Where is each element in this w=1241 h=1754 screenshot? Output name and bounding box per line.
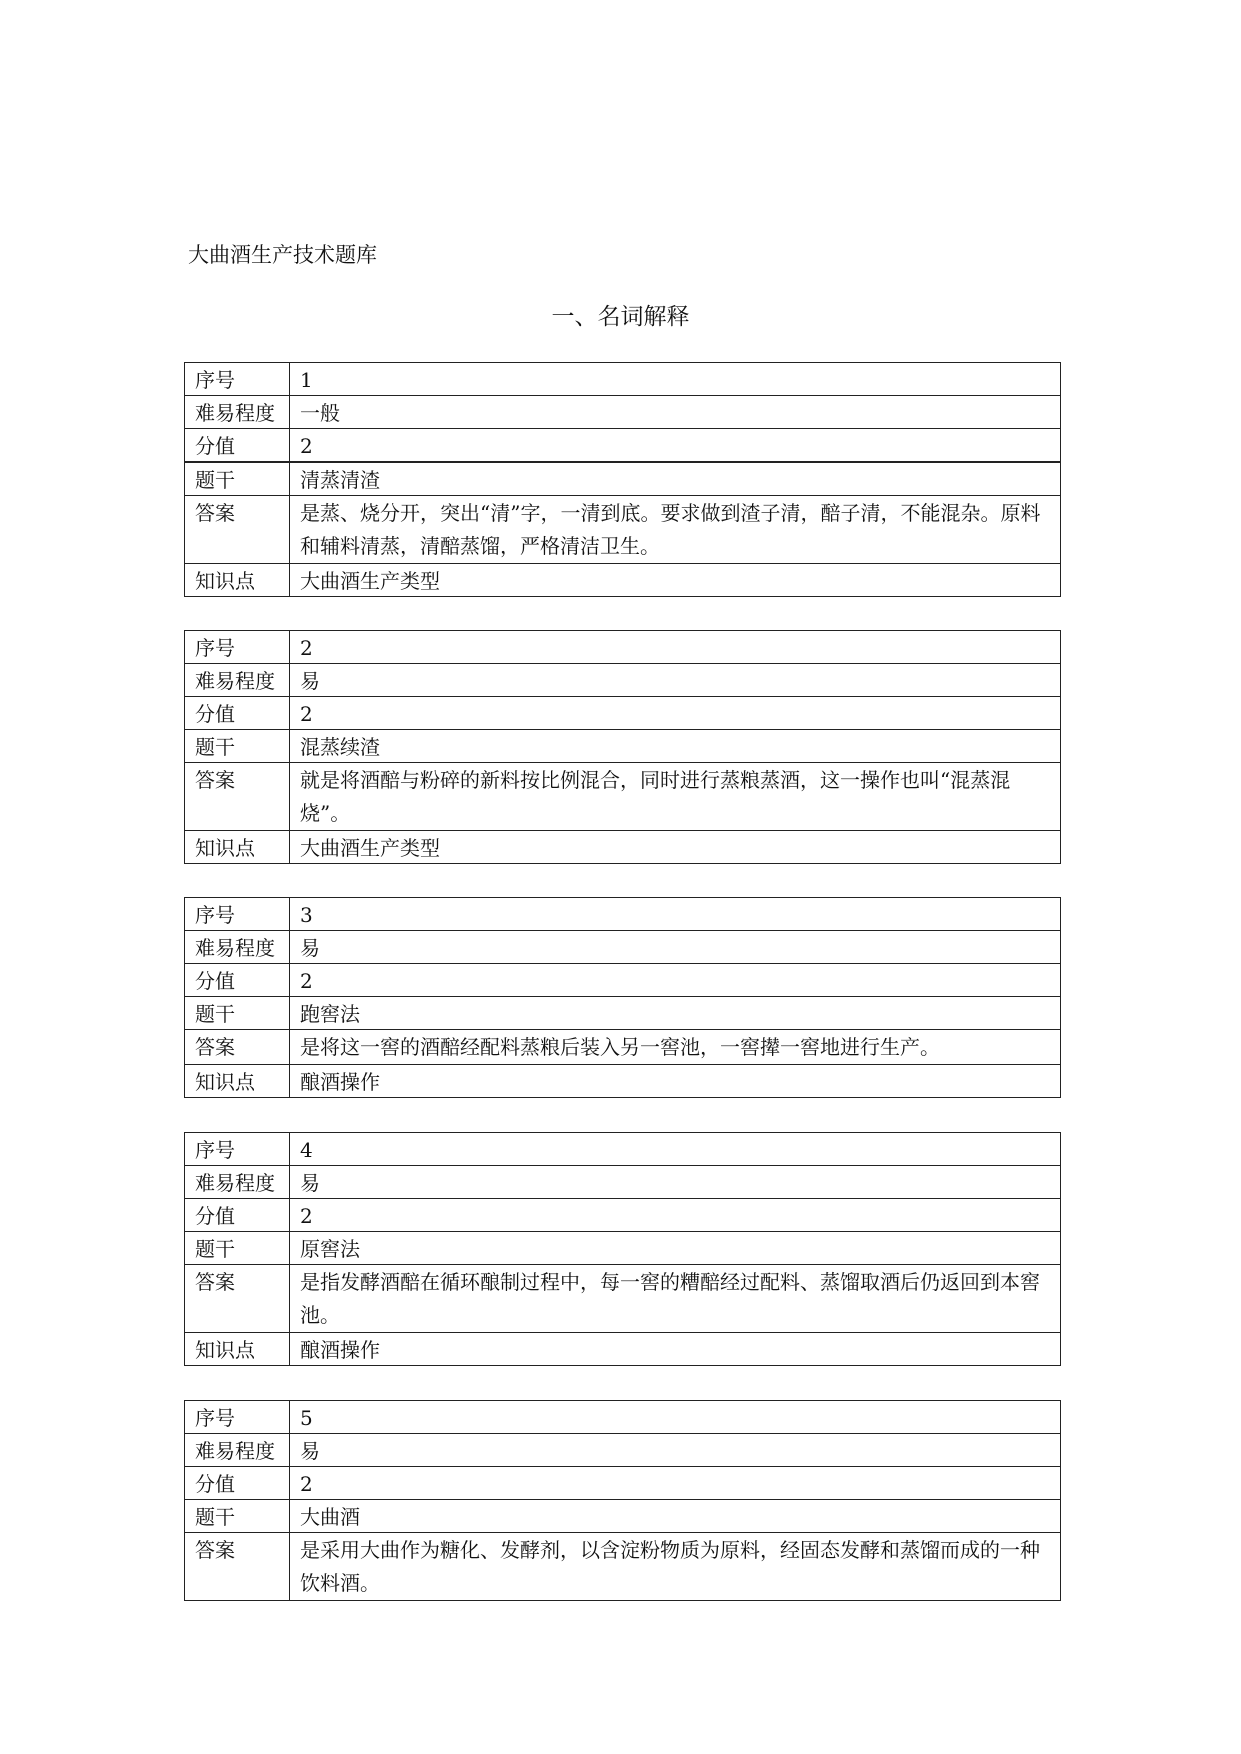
score-value: 2 [290,964,1061,997]
difficulty-value: 一般 [290,396,1061,429]
table-row [185,697,1061,730]
knowledge-value: 大曲酒生产类型 [290,564,1061,597]
knowledge-label: 知识点 [185,564,290,597]
table-row [185,1401,1061,1434]
table-row [185,363,1061,396]
table-row [185,1333,1061,1366]
knowledge-value: 大曲酒生产类型 [290,831,1061,864]
difficulty-label: 难易程度 [185,1166,290,1199]
number-label: 序号 [185,1133,290,1166]
stem-label: 题干 [185,1500,290,1533]
knowledge-label: 知识点 [185,1333,290,1366]
number-value: 4 [290,1133,1061,1166]
score-value: 2 [290,697,1061,730]
number-value: 1 [290,363,1061,396]
table-row [185,997,1061,1030]
answer-value: 是采用大曲作为糖化、发酵剂，以含淀粉物质为原料，经固态发酵和蒸馏而成的一种饮料酒。 [290,1533,1061,1601]
table-row [185,1232,1061,1265]
knowledge-value: 酿酒操作 [290,1333,1061,1366]
score-label: 分值 [185,429,290,463]
table-row [185,396,1061,429]
score-value: 2 [290,1199,1061,1232]
table-row [185,564,1061,597]
table-row [185,763,1061,831]
number-label: 序号 [185,631,290,664]
difficulty-label: 难易程度 [185,931,290,964]
table-row [185,730,1061,763]
table-row [185,1166,1061,1199]
score-value: 2 [290,429,1061,463]
difficulty-value: 易 [290,1166,1061,1199]
answer-label: 答案 [185,763,290,831]
answer-value: 是蒸、烧分开，突出“清”字，一清到底。要求做到渣子清，醅子清，不能混杂。原料和辅料清蒸，清醅蒸馏，严格清洁卫生。 [290,496,1061,564]
table-row [185,664,1061,697]
question-table [184,1400,1061,1601]
number-label: 序号 [185,898,290,931]
table-row [185,831,1061,864]
answer-value: 是将这一窖的酒醅经配料蒸粮后装入另一窖池，一窖撵一窖地进行生产。 [290,1030,1061,1065]
table-row [185,931,1061,964]
stem-label: 题干 [185,730,290,763]
table-row [185,1133,1061,1166]
table-row [185,1265,1061,1333]
number-label: 序号 [185,1401,290,1434]
table-row [185,898,1061,931]
difficulty-value: 易 [290,1434,1061,1467]
stem-label: 题干 [185,1232,290,1265]
score-label: 分值 [185,964,290,997]
number-label: 序号 [185,363,290,396]
knowledge-label: 知识点 [185,831,290,864]
table-row [185,1434,1061,1467]
stem-label: 题干 [185,462,290,496]
question-table [184,897,1061,1098]
document-title: 大曲酒生产技术题库 [188,243,377,267]
table-row [185,1500,1061,1533]
answer-value: 就是将酒醅与粉碎的新料按比例混合，同时进行蒸粮蒸酒，这一操作也叫“混蒸混烧”。 [290,763,1061,831]
answer-label: 答案 [185,496,290,564]
table-row [185,964,1061,997]
score-label: 分值 [185,1467,290,1500]
difficulty-label: 难易程度 [185,1434,290,1467]
stem-value: 大曲酒 [290,1500,1061,1533]
number-value: 5 [290,1401,1061,1434]
table-row [185,429,1061,463]
section-heading: 一、名词解释 [551,304,690,330]
question-table [184,630,1061,864]
question-table [184,362,1061,597]
score-label: 分值 [185,697,290,730]
table-row [185,1065,1061,1098]
number-value: 3 [290,898,1061,931]
table-row [185,496,1061,564]
table-row [185,462,1061,496]
difficulty-value: 易 [290,664,1061,697]
table-row [185,1533,1061,1601]
number-value: 2 [290,631,1061,664]
difficulty-value: 易 [290,931,1061,964]
table-row [185,631,1061,664]
stem-value: 原窖法 [290,1232,1061,1265]
table-row [185,1199,1061,1232]
difficulty-label: 难易程度 [185,664,290,697]
stem-label: 题干 [185,997,290,1030]
knowledge-label: 知识点 [185,1065,290,1098]
knowledge-value: 酿酒操作 [290,1065,1061,1098]
score-label: 分值 [185,1199,290,1232]
answer-label: 答案 [185,1265,290,1333]
table-row [185,1030,1061,1065]
question-table [184,1132,1061,1366]
stem-value: 清蒸清渣 [290,462,1061,496]
table-row [185,1467,1061,1500]
difficulty-label: 难易程度 [185,396,290,429]
answer-value: 是指发酵酒醅在循环酿制过程中，每一窖的糟醅经过配料、蒸馏取酒后仍返回到本窖池。 [290,1265,1061,1333]
stem-value: 混蒸续渣 [290,730,1061,763]
answer-label: 答案 [185,1533,290,1601]
stem-value: 跑窖法 [290,997,1061,1030]
answer-label: 答案 [185,1030,290,1065]
score-value: 2 [290,1467,1061,1500]
